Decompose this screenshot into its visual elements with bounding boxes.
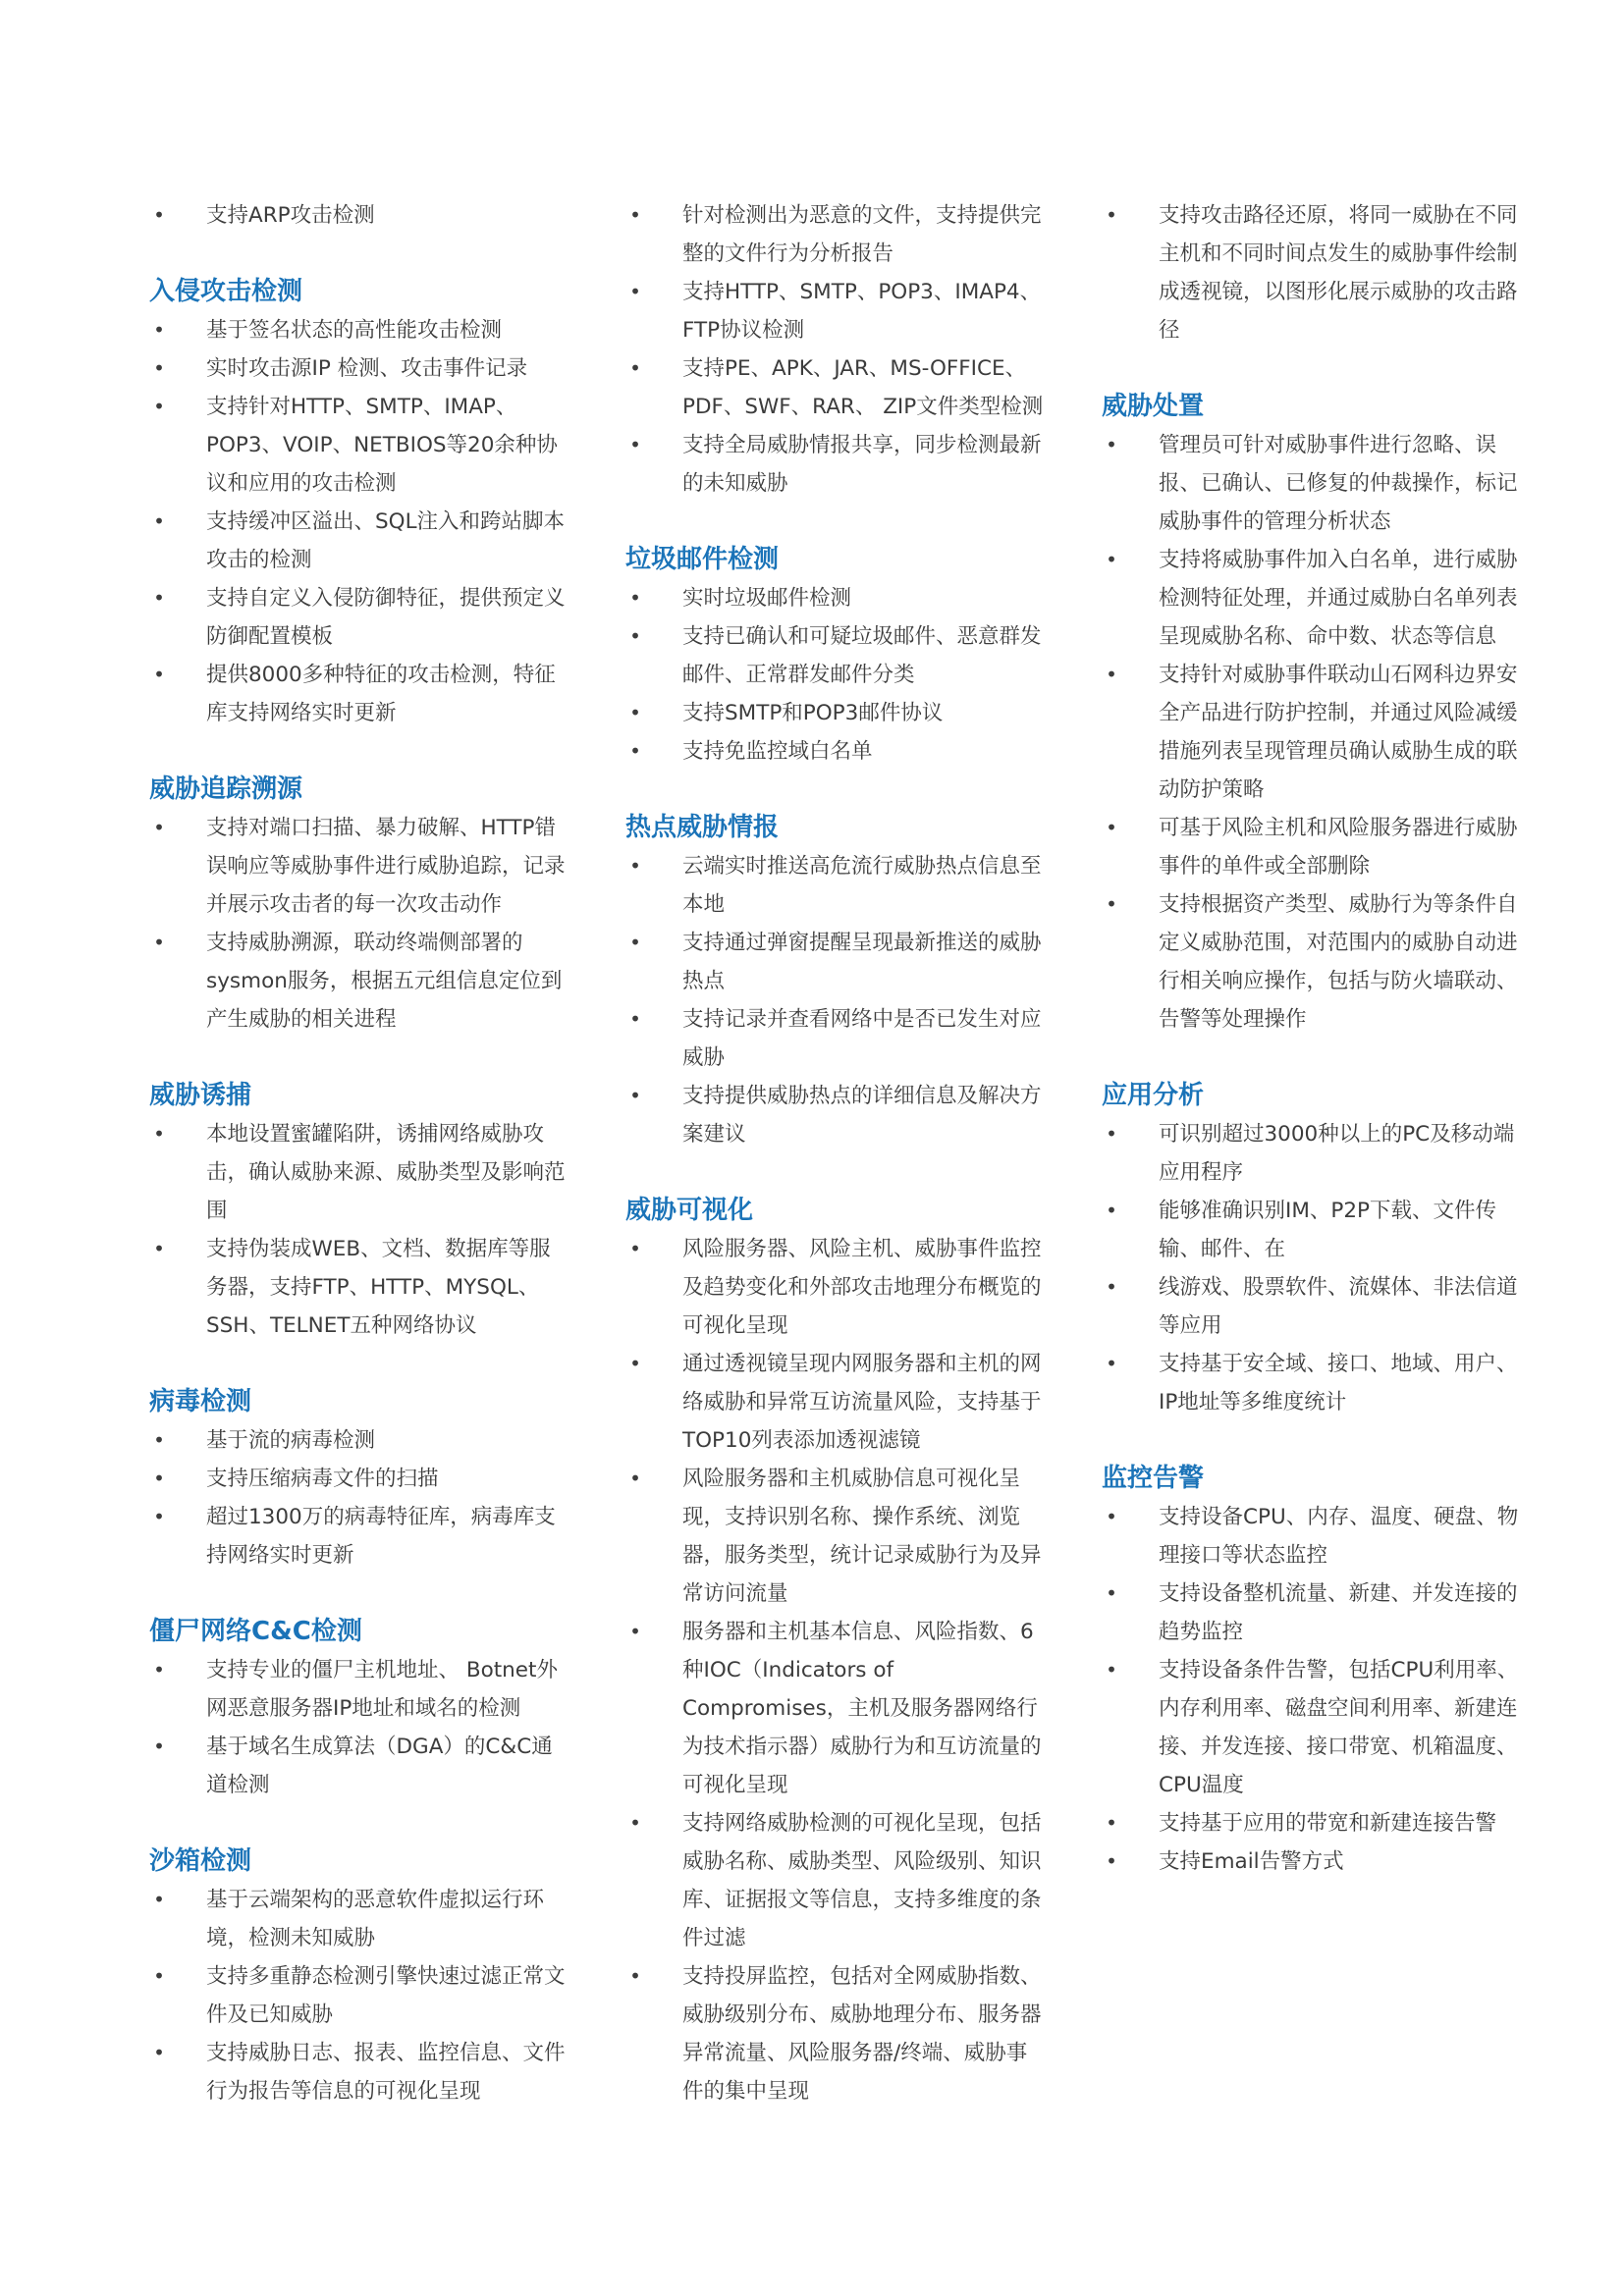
section-heading: 应用分析: [1102, 1081, 1205, 1110]
section-heading: 威胁处置: [1102, 392, 1205, 421]
feature-list: [625, 579, 1048, 771]
column-3: [1102, 196, 1524, 1881]
section-heading: 病毒检测: [149, 1387, 252, 1416]
bullet-icon: •: [1106, 1275, 1117, 1299]
feature-text: 通过透视镜呈现内网服务器和主机的网络威胁和异常互访流量风险，支持基于TOP10列表添加透视滤镜: [682, 1352, 1042, 1453]
feature-text: 支持对端口扫描、暴力破解、HTTP错误响应等威胁事件进行威胁追踪，记录并展示攻击者的每一次攻击动作: [206, 816, 566, 917]
bullet-icon: •: [153, 586, 165, 610]
feature-text: 支持网络威胁检测的可视化呈现，包括威胁名称、威胁类型、风险级别、知识库、证据报文等信息，支持多维度的条件过滤: [682, 1811, 1042, 1950]
feature-text: 支持投屏监控，包括对全网威胁指数、威胁级别分布、威胁地理分布、服务器异常流量、风险服务器/终端、威胁事件的集中呈现: [682, 1964, 1042, 2104]
feature-list: [1102, 196, 1524, 349]
bullet-icon: •: [1106, 816, 1117, 839]
section-heading: 僵尸网络C&C检测: [149, 1617, 362, 1646]
feature-list: [149, 1881, 571, 2110]
feature-list-item: [149, 1651, 571, 1728]
feature-list-item: [149, 1498, 571, 1575]
feature-list-item: [1102, 426, 1524, 541]
feature-section: [149, 1842, 571, 2110]
feature-list-item: [625, 1077, 1048, 1153]
bullet-icon: •: [629, 1352, 641, 1375]
feature-list-item: [1102, 1498, 1524, 1575]
feature-list-item: [625, 732, 1048, 771]
feature-list: [625, 847, 1048, 1153]
feature-text: 支持将威胁事件加入白名单，进行威胁检测特征处理，并通过威胁白名单列表呈现威胁名称、命中数、状态等信息: [1159, 548, 1518, 649]
bullet-icon: •: [1106, 1811, 1117, 1835]
feature-list-item: [1102, 1345, 1524, 1421]
section-heading: 监控告警: [1102, 1464, 1205, 1493]
feature-list-item: [625, 196, 1048, 273]
feature-list: [149, 1115, 571, 1345]
feature-list-item: [149, 656, 571, 732]
feature-list: [149, 196, 571, 235]
feature-section: [625, 196, 1048, 503]
feature-section: [149, 1077, 571, 1345]
feature-section: [1102, 1460, 1524, 1881]
feature-text: 支持全局威胁情报共享，同步检测最新的未知威胁: [682, 433, 1042, 496]
bullet-icon: •: [153, 356, 165, 380]
feature-text: 基于云端架构的恶意软件虚拟运行环境，检测未知威胁: [206, 1888, 545, 1950]
feature-list: [149, 1651, 571, 1804]
bullet-icon: •: [629, 701, 641, 724]
feature-text: 服务器和主机基本信息、风险指数、6种IOC（Indicators of Compromises，主机及服务器网络行为技术指示器）威胁行为和互访流量的可视化呈现: [682, 1620, 1042, 1797]
feature-list-item: [1102, 1804, 1524, 1842]
feature-section: [149, 273, 571, 732]
feature-text: 超过1300万的病毒特征库，病毒库支持网络实时更新: [206, 1505, 556, 1568]
feature-list-item: [1102, 1115, 1524, 1192]
feature-list-item: [625, 1804, 1048, 1957]
feature-text: 支持免监控域白名单: [682, 739, 873, 764]
feature-text: 可基于风险主机和风险服务器进行威胁事件的单件或全部删除: [1159, 816, 1518, 879]
feature-list-item: [625, 617, 1048, 694]
feature-text: 支持设备条件告警，包括CPU利用率、内存利用率、磁盘空间利用率、新建连接、并发连接、接口带宽、机箱温度、CPU温度: [1159, 1658, 1519, 1797]
bullet-icon: •: [629, 356, 641, 380]
feature-list-item: [149, 2034, 571, 2110]
feature-list-item: [149, 349, 571, 388]
feature-section: [149, 1613, 571, 1804]
feature-text: 基于签名状态的高性能攻击检测: [206, 318, 503, 343]
feature-text: 管理员可针对威胁事件进行忽略、误报、已确认、已修复的仲裁操作，标记威胁事件的管理分析状态: [1159, 433, 1518, 534]
feature-list-item: [1102, 541, 1524, 656]
feature-list-item: [149, 1957, 571, 2034]
bullet-icon: •: [1106, 1352, 1117, 1375]
feature-text: 风险服务器、风险主机、威胁事件监控及趋势变化和外部攻击地理分布概览的可视化呈现: [682, 1237, 1042, 1338]
feature-text: 支持多重静态检测引擎快速过滤正常文件及已知威胁: [206, 1964, 566, 2027]
bullet-icon: •: [629, 1237, 641, 1260]
feature-list-item: [149, 924, 571, 1039]
feature-text: 可识别超过3000种以上的PC及移动端应用程序: [1159, 1122, 1515, 1185]
feature-text: 支持针对威胁事件联动山石网科边界安全产品进行防护控制，并通过风险减缓措施列表呈现管理员确认威胁生成的联动防护策略: [1159, 663, 1518, 802]
bullet-icon: •: [629, 1007, 641, 1031]
bullet-icon: •: [629, 203, 641, 227]
section-heading: 威胁诱捕: [149, 1081, 252, 1110]
feature-list-item: [149, 809, 571, 924]
feature-list: [149, 1421, 571, 1575]
feature-text: 线游戏、股票软件、流媒体、非法信道等应用: [1159, 1275, 1518, 1338]
bullet-icon: •: [1106, 663, 1117, 686]
feature-text: 支持通过弹窗提醒呈现最新推送的威胁热点: [682, 931, 1042, 993]
bullet-icon: •: [153, 395, 165, 418]
bullet-icon: •: [153, 1428, 165, 1452]
bullet-icon: •: [153, 318, 165, 342]
bullet-icon: •: [153, 663, 165, 686]
bullet-icon: •: [153, 1122, 165, 1146]
section-heading: 入侵攻击检测: [149, 277, 303, 306]
feature-text: 能够准确识别IM、P2P下载、文件传输、邮件、在: [1159, 1199, 1497, 1261]
feature-text: 支持缓冲区溢出、SQL注入和跨站脚本攻击的检测: [206, 509, 566, 572]
feature-list-item: [625, 579, 1048, 617]
feature-list: [625, 196, 1048, 503]
feature-section: [625, 809, 1048, 1153]
feature-text: 实时垃圾邮件检测: [682, 586, 852, 611]
feature-list-item: [625, 349, 1048, 426]
feature-list: [1102, 1498, 1524, 1881]
feature-text: 支持Email告警方式: [1159, 1849, 1344, 1874]
feature-text: 支持基于安全域、接口、地域、用户、IP地址等多维度统计: [1159, 1352, 1518, 1415]
feature-list-item: [625, 1345, 1048, 1460]
feature-text: 针对检测出为恶意的文件，支持提供完整的文件行为分析报告: [682, 203, 1042, 266]
bullet-icon: •: [153, 1888, 165, 1911]
feature-text: 支持针对HTTP、SMTP、IMAP、POP3、VOIP、NETBIOS等20余种协议和应用的攻击检测: [206, 395, 558, 496]
section-heading: 垃圾邮件检测: [625, 545, 780, 574]
feature-list-item: [1102, 1192, 1524, 1268]
feature-list-item: [149, 1115, 571, 1230]
feature-list-item: [625, 426, 1048, 503]
bullet-icon: •: [629, 1084, 641, 1107]
feature-list-item: [149, 1728, 571, 1804]
bullet-icon: •: [629, 1964, 641, 1988]
bullet-icon: •: [153, 931, 165, 954]
bullet-icon: •: [629, 280, 641, 303]
feature-list-item: [149, 1881, 571, 1957]
feature-text: 支持设备整机流量、新建、并发连接的趋势监控: [1159, 1581, 1518, 1644]
feature-section: [1102, 1077, 1524, 1421]
feature-list-item: [149, 1421, 571, 1460]
feature-text: 基于域名生成算法（DGA）的C&C通道检测: [206, 1735, 553, 1797]
feature-list-item: [625, 847, 1048, 924]
bullet-icon: •: [1106, 1199, 1117, 1222]
bullet-icon: •: [629, 1620, 641, 1643]
feature-list-item: [625, 1460, 1048, 1613]
feature-list-item: [625, 273, 1048, 349]
column-2: [625, 196, 1048, 2110]
feature-text: 云端实时推送高危流行威胁热点信息至本地: [682, 854, 1042, 917]
feature-text: 支持伪装成WEB、文档、数据库等服务器，支持FTP、HTTP、MYSQL、SSH、TELNET五种网络协议: [206, 1237, 551, 1338]
section-heading: 威胁追踪溯源: [149, 774, 303, 804]
feature-list-item: [1102, 196, 1524, 349]
feature-list-item: [1102, 885, 1524, 1039]
bullet-icon: •: [629, 433, 641, 456]
feature-list: [1102, 1115, 1524, 1421]
feature-section: [149, 196, 571, 235]
feature-list: [625, 1230, 1048, 2110]
bullet-icon: •: [153, 509, 165, 533]
feature-text: 实时攻击源IP 检测、攻击事件记录: [206, 356, 528, 381]
feature-text: 本地设置蜜罐陷阱，诱捕网络威胁攻击，确认威胁来源、威胁类型及影响范围: [206, 1122, 566, 1223]
bullet-icon: •: [1106, 1505, 1117, 1528]
feature-list-item: [625, 924, 1048, 1000]
feature-text: 提供8000多种特征的攻击检测，特征库支持网络实时更新: [206, 663, 556, 725]
section-heading: 热点威胁情报: [625, 813, 780, 842]
feature-section: [625, 1192, 1048, 2110]
feature-text: 支持已确认和可疑垃圾邮件、恶意群发邮件、正常群发邮件分类: [682, 624, 1042, 687]
feature-text: 支持攻击路径还原，将同一威胁在不同主机和不同时间点发生的威胁事件绘制成透视镜，以图形化展示威胁的攻击路径: [1159, 203, 1518, 343]
feature-text: 支持专业的僵尸主机地址、 Botnet外网恶意服务器IP地址和域名的检测: [206, 1658, 558, 1721]
bullet-icon: •: [1106, 1581, 1117, 1605]
bullet-icon: •: [1106, 892, 1117, 916]
column-1: [149, 196, 571, 2110]
feature-list-item: [1102, 809, 1524, 885]
feature-text: 支持SMTP和POP3邮件协议: [682, 701, 944, 725]
feature-text: 支持记录并查看网络中是否已发生对应威胁: [682, 1007, 1042, 1070]
feature-text: 基于流的病毒检测: [206, 1428, 376, 1453]
feature-text: 支持威胁日志、报表、监控信息、文件行为报告等信息的可视化呈现: [206, 2041, 566, 2104]
bullet-icon: •: [1106, 1122, 1117, 1146]
feature-list: [1102, 426, 1524, 1039]
section-heading: 沙箱检测: [149, 1846, 252, 1876]
bullet-icon: •: [1106, 548, 1117, 571]
feature-list-item: [625, 1230, 1048, 1345]
feature-list-item: [1102, 1651, 1524, 1804]
bullet-icon: •: [153, 1237, 165, 1260]
bullet-icon: •: [1106, 1658, 1117, 1682]
feature-text: 支持基于应用的带宽和新建连接告警: [1159, 1811, 1497, 1836]
feature-text: 支持ARP攻击检测: [206, 203, 375, 228]
feature-section: [625, 541, 1048, 771]
bullet-icon: •: [153, 816, 165, 839]
feature-list-item: [1102, 656, 1524, 809]
feature-list-item: [149, 1460, 571, 1498]
feature-text: 支持自定义入侵防御特征，提供预定义防御配置模板: [206, 586, 566, 649]
bullet-icon: •: [629, 854, 641, 878]
feature-list: [149, 809, 571, 1039]
bullet-icon: •: [629, 931, 641, 954]
feature-text: 支持根据资产类型、威胁行为等条件自定义威胁范围，对范围内的威胁自动进行相关响应操作，包括与防火墙联动、告警等处理操作: [1159, 892, 1518, 1032]
feature-list-item: [625, 1613, 1048, 1804]
bullet-icon: •: [153, 1658, 165, 1682]
bullet-icon: •: [1106, 1849, 1117, 1873]
feature-list-item: [625, 1000, 1048, 1077]
bullet-icon: •: [153, 203, 165, 227]
bullet-icon: •: [153, 2041, 165, 2064]
feature-text: 支持提供威胁热点的详细信息及解决方案建议: [682, 1084, 1042, 1147]
bullet-icon: •: [153, 1505, 165, 1528]
bullet-icon: •: [629, 739, 641, 763]
feature-text: 支持HTTP、SMTP、POP3、IMAP4、FTP协议检测: [682, 280, 1042, 343]
bullet-icon: •: [153, 1735, 165, 1758]
feature-text: 支持压缩病毒文件的扫描: [206, 1467, 439, 1491]
feature-list-item: [1102, 1575, 1524, 1651]
feature-list-item: [1102, 1842, 1524, 1881]
feature-text: 风险服务器和主机威胁信息可视化呈现，支持识别名称、操作系统、浏览器，服务类型，统计记录威胁行为及异常访问流量: [682, 1467, 1042, 1606]
feature-list-item: [149, 503, 571, 579]
bullet-icon: •: [1106, 203, 1117, 227]
feature-list-item: [149, 1230, 571, 1345]
feature-text: 支持设备CPU、内存、温度、硬盘、物理接口等状态监控: [1159, 1505, 1519, 1568]
bullet-icon: •: [1106, 433, 1117, 456]
feature-list: [149, 311, 571, 732]
feature-section: [149, 771, 571, 1039]
feature-list-item: [149, 388, 571, 503]
feature-list-item: [149, 196, 571, 235]
bullet-icon: •: [629, 586, 641, 610]
bullet-icon: •: [153, 1964, 165, 1988]
feature-list-item: [625, 1957, 1048, 2110]
bullet-icon: •: [153, 1467, 165, 1490]
bullet-icon: •: [629, 1811, 641, 1835]
section-heading: 威胁可视化: [625, 1196, 754, 1225]
feature-section: [1102, 388, 1524, 1039]
feature-section: [1102, 196, 1524, 349]
feature-list-item: [149, 579, 571, 656]
feature-list-item: [1102, 1268, 1524, 1345]
bullet-icon: •: [629, 1467, 641, 1490]
feature-text: 支持PE、APK、JAR、MS-OFFICE、PDF、SWF、RAR、 ZIP文件类型检测: [682, 356, 1044, 419]
feature-section: [149, 1383, 571, 1575]
bullet-icon: •: [629, 624, 641, 648]
feature-list-item: [149, 311, 571, 349]
feature-list-item: [625, 694, 1048, 732]
feature-text: 支持威胁溯源，联动终端侧部署的sysmon服务，根据五元组信息定位到产生威胁的相关进程: [206, 931, 563, 1032]
